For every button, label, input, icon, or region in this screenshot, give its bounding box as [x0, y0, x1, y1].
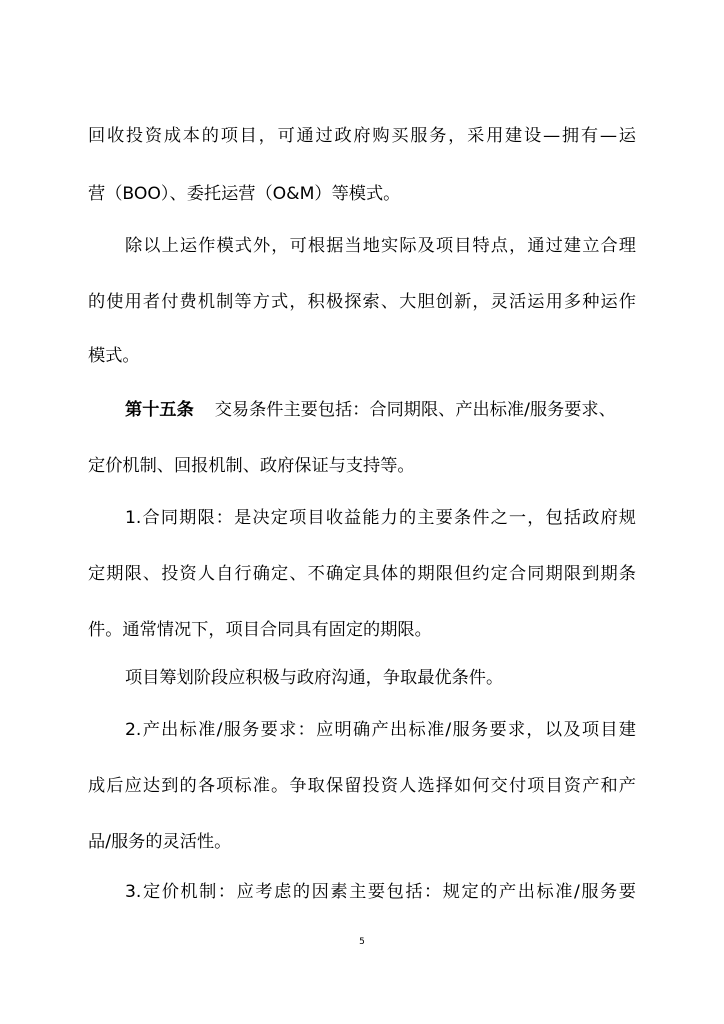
text-line: 1.合同期限：是决定项目收益能力的主要条件之一，包括政府规 [125, 508, 636, 528]
text-line: 2.产出标准/服务要求：应明确产出标准/服务要求，以及项目建 [125, 720, 636, 740]
text-line: 品/服务的灵活性。 [88, 832, 232, 852]
text-line: 定期限、投资人自行确定、不确定具体的期限但约定合同期限到期条 [88, 564, 636, 584]
text-line: 营（BOO）、委托运营（O&M）等模式。 [88, 184, 401, 204]
article-paragraph-line [125, 398, 636, 422]
text-line: 成后应达到的各项标准。争取保留投资人选择如何交付项目资产和产 [88, 776, 636, 796]
article-heading: 第十五条 [125, 400, 194, 420]
text-line: 3.定价机制：应考虑的因素主要包括：规定的产出标准/服务要 [125, 882, 636, 902]
article-text: 交易条件主要包括：合同期限、产出标准/服务要求、 [214, 400, 616, 420]
text-line: 回收投资成本的项目，可通过政府购买服务，采用建设—拥有—运 [88, 126, 636, 146]
text-line: 项目筹划阶段应积极与政府沟通，争取最优条件。 [125, 668, 504, 688]
text-line: 的使用者付费机制等方式，积极探索、大胆创新，灵活运用多种运作 [88, 292, 636, 312]
text-line: 定价机制、回报机制、政府保证与支持等。 [88, 456, 415, 476]
text-line: 件。通常情况下，项目合同具有固定的期限。 [88, 620, 432, 640]
text-line: 模式。 [88, 346, 140, 366]
page-number: 5 [359, 937, 365, 947]
text-line: 除以上运作模式外，可根据当地实际及项目特点，通过建立合理 [125, 236, 636, 256]
